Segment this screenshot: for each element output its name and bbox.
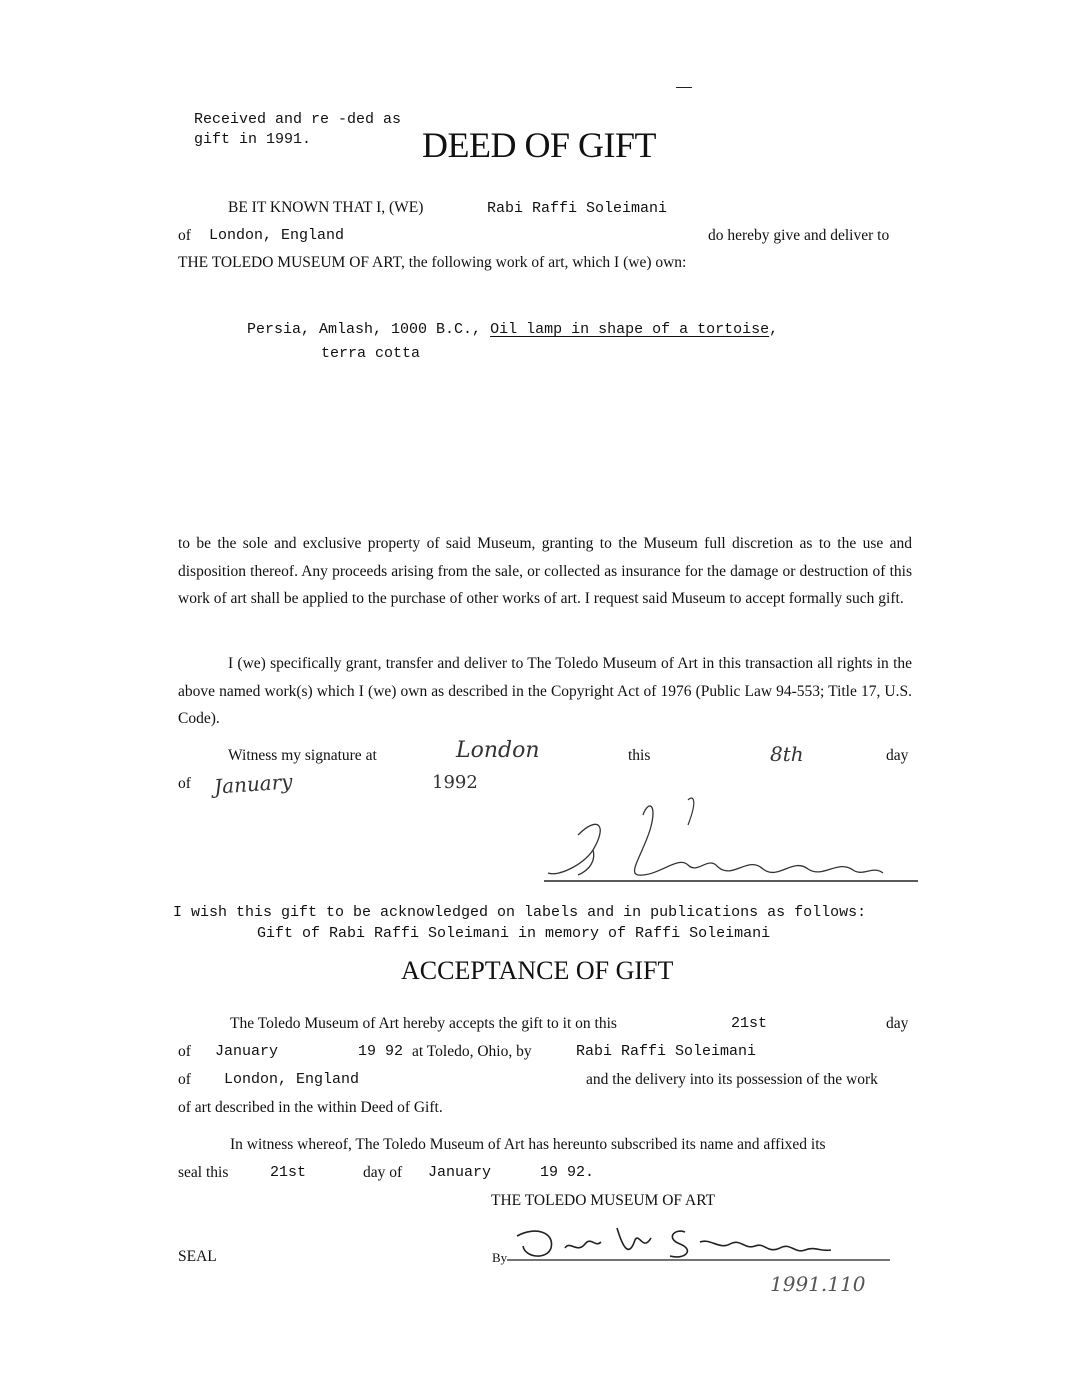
- deed-title: DEED OF GIFT: [422, 125, 656, 165]
- accept-by-name: Rabi Raffi Soleimani: [576, 1043, 757, 1060]
- accept-location: London, England: [224, 1071, 360, 1088]
- artwork-material: terra cotta: [321, 345, 421, 362]
- this-label: this: [628, 747, 651, 764]
- artwork-prefix: Persia, Amlash, 1000 B.C.,: [247, 321, 482, 338]
- witness-place: London: [456, 738, 540, 763]
- witness-day: 8th: [770, 742, 804, 766]
- day-label: day: [886, 747, 909, 764]
- accepts-text: The Toledo Museum of Art hereby accepts the gift to it on this: [230, 1015, 617, 1032]
- property-paragraph: to be the sole and exclusive property of said Museum, granting to the Museum full discretion as to the use and disposition thereof. Any proceeds arising from the sale, or collected as insurance for the damage or destruction of this work of art shall be applied to the purchase of other works of art. I request said Museum to accept formally such gift.: [178, 535, 912, 607]
- accept-of-label: of: [178, 1043, 191, 1060]
- seal-year: 19 92.: [540, 1164, 595, 1181]
- donor-signature: [538, 795, 928, 887]
- witness-year: 1992: [432, 772, 478, 793]
- give-deliver-text: do hereby give and deliver to: [708, 227, 890, 244]
- artwork-description: [247, 321, 778, 338]
- witness-label: Witness my signature at: [228, 747, 377, 764]
- director-signature: [505, 1218, 895, 1268]
- by-label: By: [492, 1250, 508, 1265]
- received-stamp-line1: Received and re -ded as: [194, 111, 402, 128]
- accession-number: 1991.110: [770, 1272, 866, 1296]
- museum-name: THE TOLEDO MUSEUM OF ART: [491, 1192, 716, 1209]
- accept-of-label-2: of: [178, 1071, 191, 1088]
- artwork-comma: ,: [769, 321, 779, 338]
- accept-day: 21st: [731, 1015, 768, 1032]
- day-of-label: day of: [363, 1164, 403, 1181]
- acknowledge-line2: Gift of Rabi Raffi Soleimani in memory of Raffi Soleimani: [257, 925, 771, 942]
- accept-year: 19 92: [358, 1043, 404, 1060]
- within-deed-text: of art described in the within Deed of Gift.: [178, 1099, 443, 1116]
- be-it-known-label: BE IT KNOWN THAT I, (WE): [228, 199, 424, 216]
- seal-this-label: seal this: [178, 1164, 229, 1181]
- received-stamp-line2: gift in 1991.: [194, 131, 312, 148]
- accept-day-label: day: [886, 1015, 909, 1032]
- witness-whereof-text: In witness whereof, The Toledo Museum of Art has hereunto subscribed its name and affixed its: [230, 1136, 826, 1153]
- copyright-paragraph: I (we) specifically grant, transfer and deliver to The Toledo Museum of Art in this transaction all rights in the above named work(s) which I (we) own as described in the Copyright Act of 1976 (Public Law 94-553; Title 17, U.S. Code).: [178, 655, 912, 727]
- donor-name: Rabi Raffi Soleimani: [487, 200, 668, 217]
- at-toledo-text: at Toledo, Ohio, by: [412, 1043, 532, 1060]
- seal-day: 21st: [270, 1164, 307, 1181]
- acceptance-title: ACCEPTANCE OF GIFT: [401, 956, 674, 985]
- delivery-text: and the delivery into its possession of the work: [586, 1071, 878, 1088]
- artwork-title: Oil lamp in shape of a tortoise: [490, 321, 770, 338]
- accept-month: January: [215, 1043, 279, 1060]
- museum-clause: THE TOLEDO MUSEUM OF ART, the following work of art, which I (we) own:: [178, 254, 687, 271]
- of-label-2: of: [178, 775, 191, 792]
- scan-mark: [676, 87, 692, 88]
- witness-month: January: [213, 769, 294, 799]
- seal-month: January: [428, 1164, 492, 1181]
- acknowledge-line1: I wish this gift to be acknowledged on labels and in publications as follows:: [173, 904, 867, 921]
- donor-location: London, England: [209, 227, 345, 244]
- of-label: of: [178, 227, 191, 244]
- seal-label: SEAL: [178, 1248, 217, 1265]
